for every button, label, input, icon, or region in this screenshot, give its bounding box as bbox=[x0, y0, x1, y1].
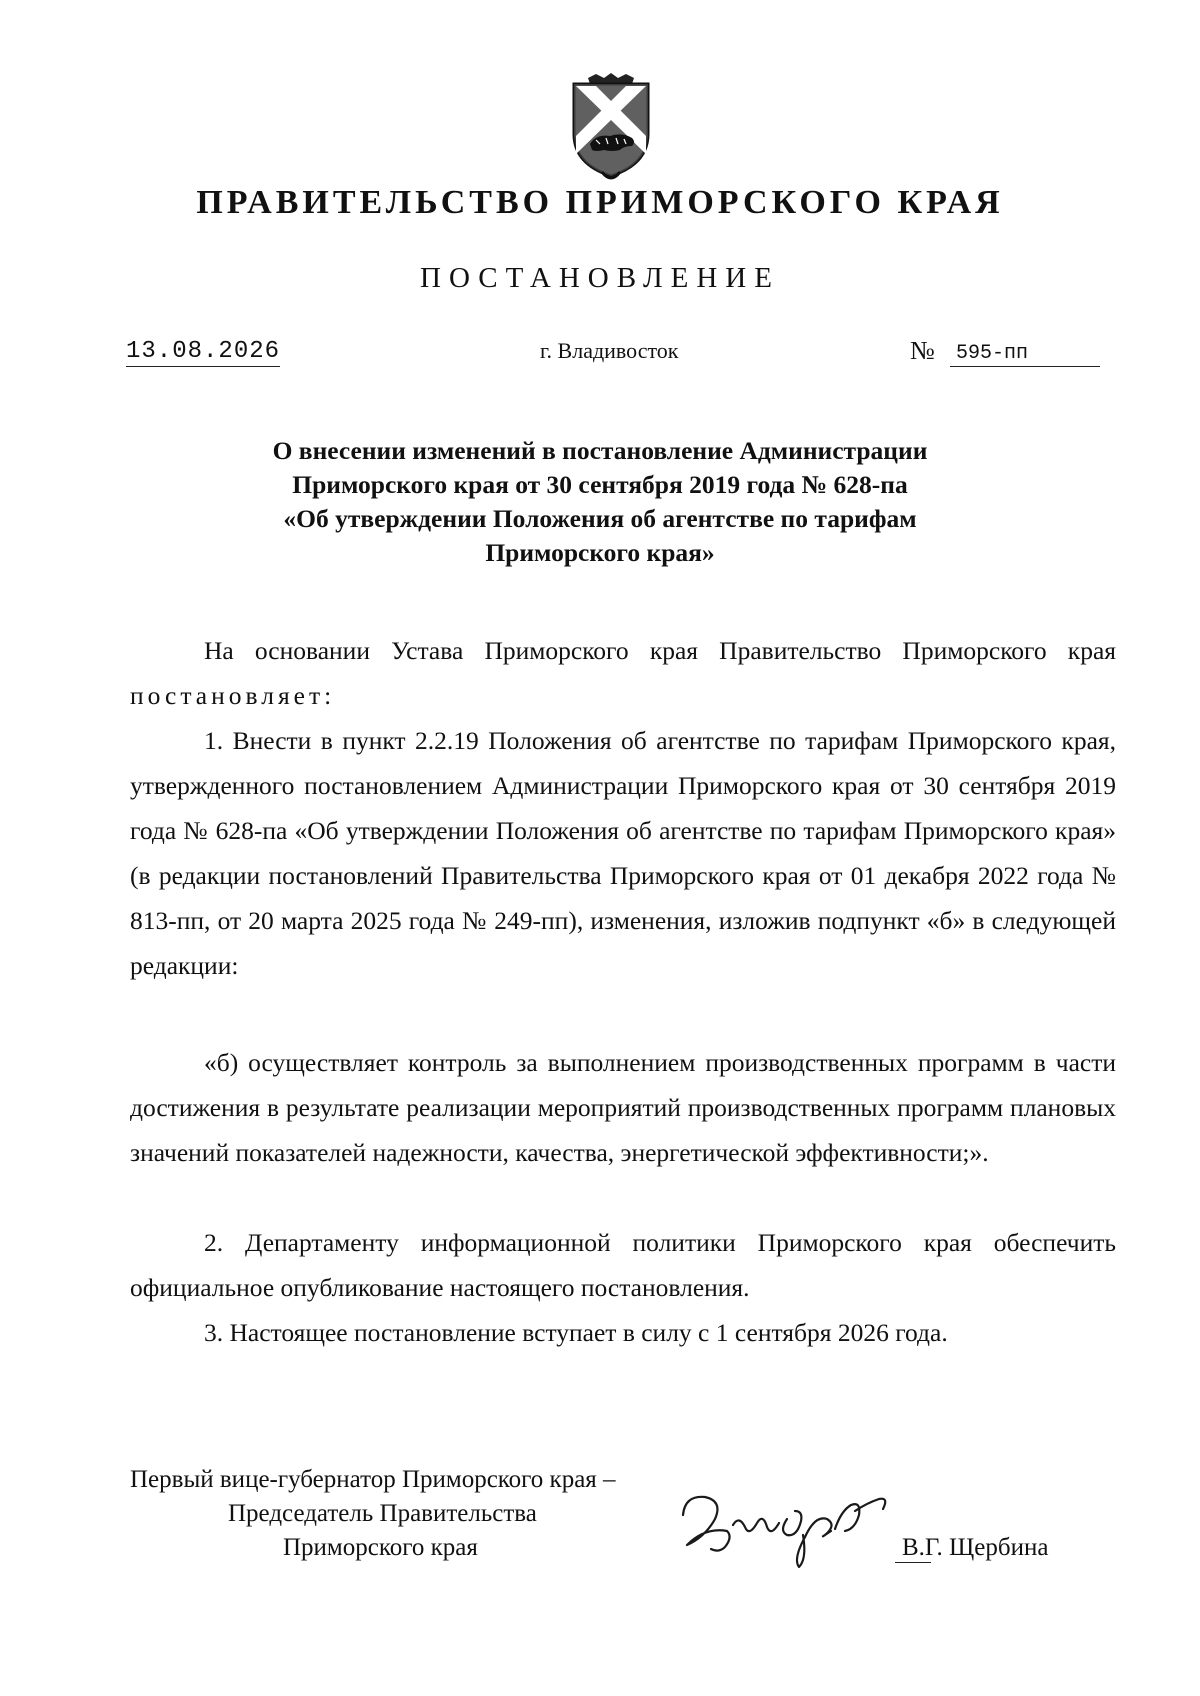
preamble-paragraph bbox=[130, 628, 1116, 718]
document-date: 13.08.2026 bbox=[126, 338, 281, 365]
heading-line: О внесении изменений в постановление Администрации bbox=[272, 436, 928, 465]
heading-line: Приморского края» bbox=[485, 538, 715, 567]
heading-line: «Об утверждении Положения об агентстве по тарифам bbox=[283, 504, 917, 533]
preamble-resolves: постановляет bbox=[130, 681, 325, 710]
handwritten-signature-icon bbox=[675, 1475, 910, 1570]
item-1-text: 1. Внести в пункт 2.2.19 Положения об агентстве по тарифам Приморского края, утвержденного постановлением Администрации Приморского края от 30 сентября 2019 года № 628-па «Об утверждении Положения об агентстве по тарифам Приморского края» (в редакции постановлений Правительства Приморского края от 01 декабря 2022 года № 813-пп, от 20 марта 2025 года № 249-пп), изменения, изложив подпункт «б» в следующей редакции: bbox=[130, 726, 1116, 980]
item-1-paragraph bbox=[130, 718, 1116, 988]
preamble-colon: : bbox=[324, 681, 332, 710]
organization-title: ПРАВИТЕЛЬСТВО ПРИМОРСКОГО КРАЯ bbox=[196, 184, 1004, 221]
document-number: 595-пп bbox=[950, 342, 1100, 367]
document-type: ПОСТАНОВЛЕНИЕ bbox=[420, 262, 780, 294]
number-sign: № bbox=[910, 336, 935, 365]
item-2-paragraph bbox=[130, 1220, 1116, 1310]
document-heading bbox=[160, 434, 1040, 570]
document-city: г. Владивосток bbox=[540, 338, 679, 363]
preamble-text: На основании Устава Приморского края Правительство Приморского края bbox=[204, 636, 1116, 665]
quoted-subitem-text: «б) осуществляет контроль за выполнением производственных программ в части достижения в результате реализации мероприятий производственных программ плановых значений показателей надежности, качества, энергетической эффективности;». bbox=[130, 1048, 1116, 1167]
coat-of-arms-icon bbox=[566, 72, 656, 184]
signatory-position-line: Приморского края bbox=[283, 1534, 478, 1561]
quoted-subitem-paragraph bbox=[130, 1040, 1116, 1175]
signatory-position-line: Первый вице-губернатор Приморского края – bbox=[130, 1466, 616, 1493]
item-3-text: 3. Настоящее постановление вступает в силу с 1 сентября 2026 года. bbox=[204, 1318, 948, 1347]
signer-name: В.Г. Щербина bbox=[902, 1534, 1049, 1561]
heading-line: Приморского края от 30 сентября 2019 года № 628-па bbox=[292, 470, 908, 499]
item-3-paragraph bbox=[130, 1310, 1116, 1355]
item-2-text: 2. Департаменту информационной политики Приморского края обеспечить официальное опубликование настоящего постановления. bbox=[130, 1228, 1116, 1302]
signatory-position-line: Председатель Правительства bbox=[228, 1500, 537, 1527]
